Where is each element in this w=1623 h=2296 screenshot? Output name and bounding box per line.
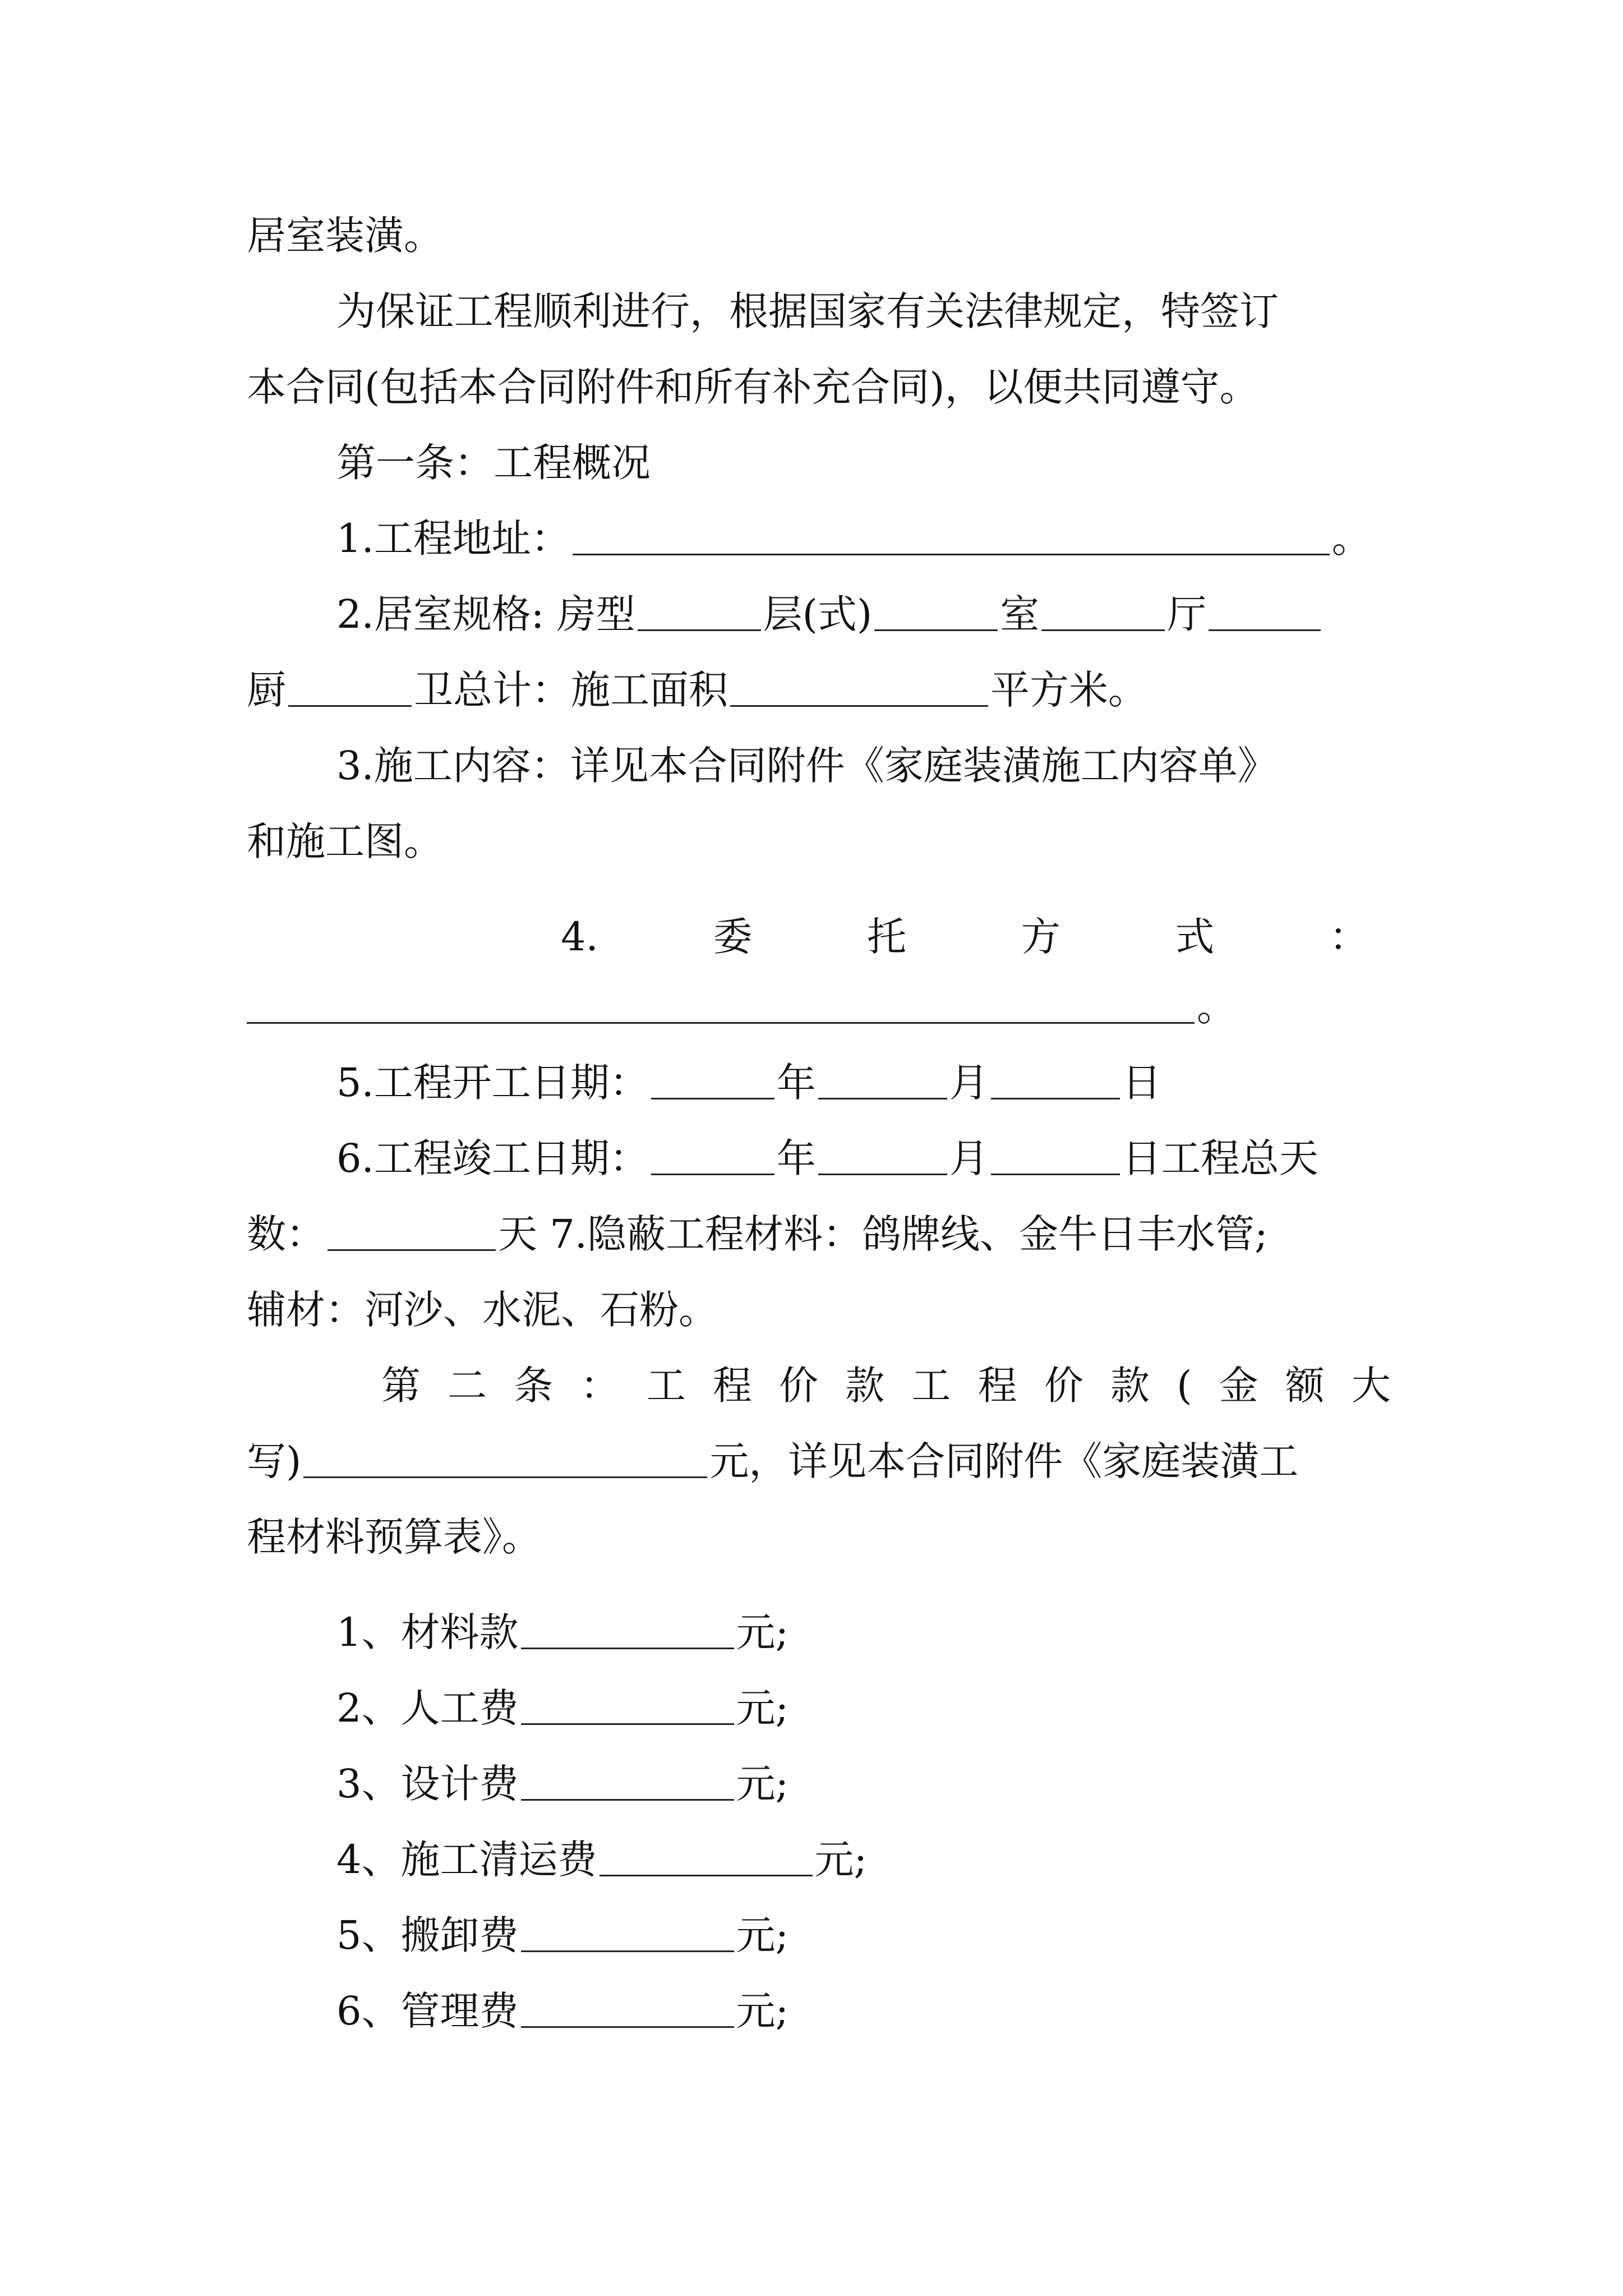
- fee-unit: 元;: [736, 1912, 789, 1958]
- text-line: [247, 813, 1385, 869]
- text: 年: [776, 1135, 816, 1181]
- text: 室: [1000, 591, 1040, 637]
- text: 天 7.隐蔽工程材料：鸽牌线、金牛日丰水管;: [498, 1211, 1268, 1257]
- text-line: [336, 283, 1385, 339]
- text: 第: [381, 1363, 421, 1409]
- text-line: [336, 510, 1385, 567]
- blank-line: [521, 1987, 734, 2028]
- text: 日: [1122, 1060, 1161, 1106]
- text-line: [247, 1206, 1385, 1262]
- text: 月: [949, 1135, 989, 1181]
- text: 厅: [1167, 591, 1207, 637]
- text: 居室装潢。: [247, 213, 443, 259]
- text: 程: [978, 1363, 1017, 1409]
- fee-label: 3、设计费: [336, 1761, 519, 1807]
- text-line: [336, 586, 1385, 642]
- text: 写): [247, 1438, 302, 1484]
- text-line: [247, 208, 1385, 264]
- text: 年: [776, 1060, 816, 1106]
- blank-line: [288, 666, 412, 707]
- text: 和施工图。: [247, 818, 443, 864]
- text: 本合同(包括本合同附件和所有补充合同)，以便共同遵守。: [247, 364, 1259, 410]
- text-line: [247, 1509, 1385, 1565]
- text: 月: [949, 1060, 989, 1106]
- text-line: [336, 738, 1385, 794]
- text-line: [247, 1282, 1385, 1338]
- text: ：: [1329, 914, 1368, 960]
- text: 。: [1197, 984, 1236, 1030]
- text: 5.工程开工日期：: [336, 1060, 649, 1106]
- blank-line: [651, 1059, 774, 1099]
- blank-line: [1209, 590, 1321, 631]
- blank-line: [730, 666, 988, 707]
- blank-line: [638, 590, 761, 631]
- blank-line: [818, 1059, 947, 1099]
- text: 款: [1110, 1363, 1150, 1409]
- text: 工: [646, 1363, 686, 1409]
- text: 层(式): [763, 591, 873, 637]
- blank-line: [991, 1134, 1120, 1175]
- text: 金: [1219, 1363, 1258, 1409]
- fee-unit: 元;: [736, 1988, 789, 2034]
- blank-line: [328, 1210, 496, 1251]
- text: ：: [580, 1363, 620, 1409]
- fee-item: [336, 1832, 1385, 1888]
- text: 第一条：工程概况: [336, 440, 651, 486]
- text: 托: [867, 914, 907, 960]
- text: 日工程总天: [1122, 1135, 1318, 1181]
- fee-label: 1、材料款: [336, 1609, 519, 1655]
- blank-line: [521, 1911, 734, 1952]
- text: 辅材：河沙、水泥、石粉。: [247, 1287, 718, 1333]
- blank-line: [991, 1059, 1120, 1099]
- text-line: [247, 662, 1385, 718]
- fee-label: 2、人工费: [336, 1685, 519, 1731]
- fee-item: [336, 1604, 1385, 1660]
- fee-unit: 元;: [814, 1837, 868, 1883]
- text: 大: [1351, 1363, 1391, 1409]
- text: 款: [845, 1363, 885, 1409]
- text-line: [336, 1130, 1385, 1186]
- fee-unit: 元;: [736, 1761, 789, 1807]
- text: 工: [911, 1363, 951, 1409]
- fee-item: [336, 1907, 1385, 1963]
- text: 价: [1044, 1363, 1083, 1409]
- blank-line: [573, 514, 1330, 555]
- fee-label: 4、施工清运费: [336, 1837, 597, 1883]
- fee-item: [336, 1680, 1385, 1736]
- text: 1.工程地址：: [336, 516, 570, 562]
- text: 厨: [247, 667, 286, 713]
- blank-line: [1041, 590, 1165, 631]
- fee-item: [336, 1983, 1385, 2039]
- blank-line: [521, 1684, 734, 1725]
- text: 式: [1175, 914, 1215, 960]
- text: 委: [713, 914, 753, 960]
- text: (: [1177, 1363, 1192, 1409]
- text-line: [247, 979, 1385, 1035]
- blank-line: [247, 983, 1195, 1024]
- section-heading: [336, 435, 1385, 491]
- text-line: [247, 1433, 1385, 1489]
- blank-line: [521, 1760, 734, 1801]
- text: 元，详见本合同附件《家庭装潢工: [709, 1438, 1299, 1484]
- fee-item: [336, 1756, 1385, 1812]
- blank-line: [818, 1134, 947, 1175]
- blank-line: [874, 590, 998, 631]
- text: 卫总计：施工面积: [414, 667, 728, 713]
- text: 3.施工内容：详见本合同附件《家庭装潢施工内容单》: [336, 743, 1277, 789]
- fee-unit: 元;: [736, 1609, 789, 1655]
- text: 数：: [247, 1211, 325, 1257]
- text: 方: [1021, 914, 1061, 960]
- fee-label: 6、管理费: [336, 1988, 519, 2034]
- blank-line: [303, 1437, 707, 1478]
- blank-line: [600, 1835, 813, 1876]
- text: 二: [448, 1363, 487, 1409]
- text-line: [247, 359, 1385, 415]
- text: 程材料预算表》。: [247, 1514, 541, 1560]
- fee-unit: 元;: [736, 1685, 789, 1731]
- text: 2.居室规格: 房型: [336, 591, 635, 637]
- text: 程: [712, 1363, 752, 1409]
- text: 4.: [561, 914, 598, 960]
- text: 条: [514, 1363, 554, 1409]
- fee-label: 5、搬卸费: [336, 1912, 519, 1958]
- text: 价: [779, 1363, 819, 1409]
- text: 额: [1285, 1363, 1325, 1409]
- text: 6.工程竣工日期：: [336, 1135, 649, 1181]
- section-heading: [381, 1358, 1391, 1414]
- text: 平方米。: [990, 667, 1147, 713]
- blank-line: [651, 1134, 774, 1175]
- text: 为保证工程顺利进行，根据国家有关法律规定，特签订: [336, 288, 1279, 334]
- blank-line: [521, 1608, 734, 1649]
- text-line: [561, 909, 1368, 965]
- text-line: [336, 1055, 1385, 1111]
- text: 。: [1331, 516, 1371, 562]
